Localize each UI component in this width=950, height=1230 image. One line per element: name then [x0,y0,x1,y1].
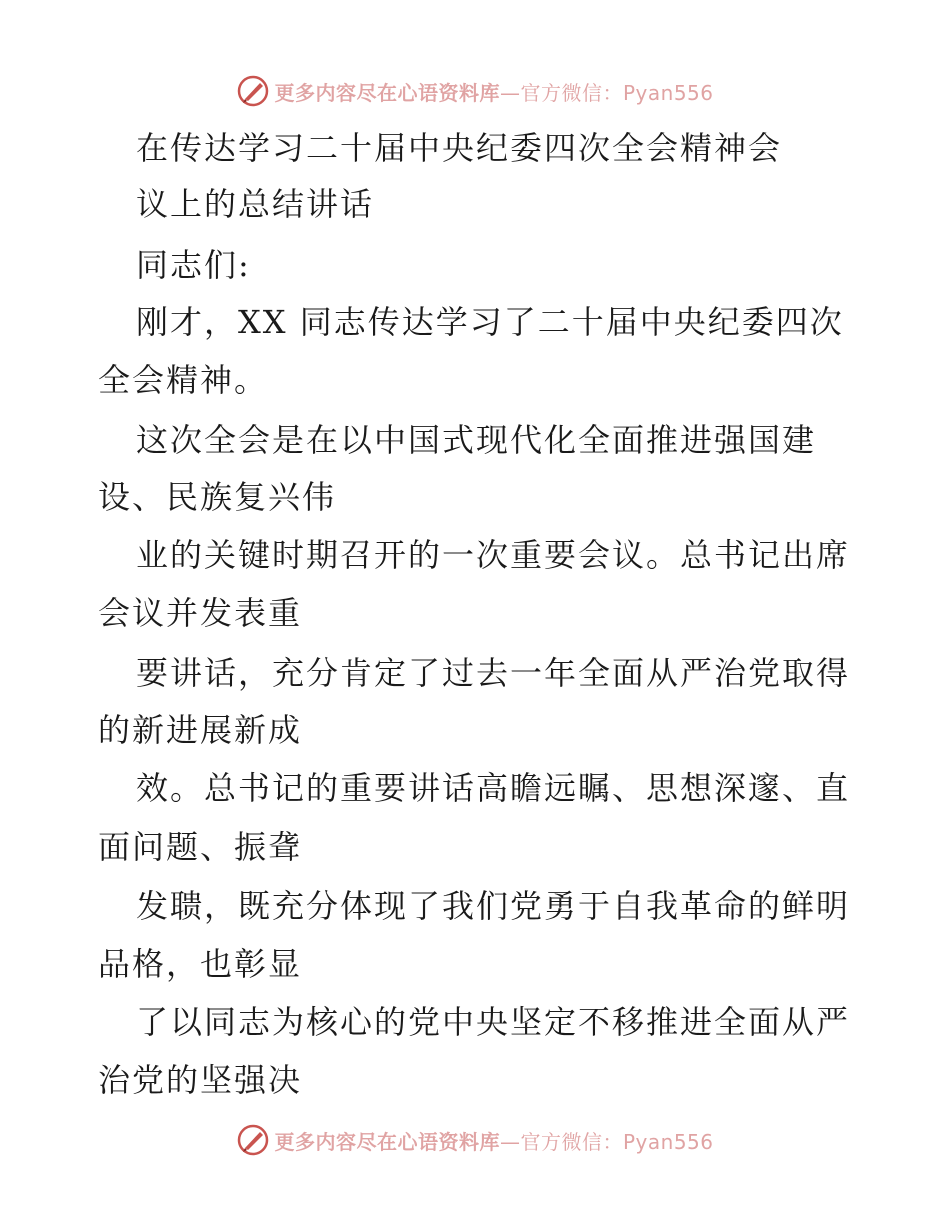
pen-quill-logo-icon [236,1123,270,1157]
watermark-text [274,77,713,106]
paragraph-line: 发聩，既充分体现了我们党勇于自我革命的鲜明 [136,887,851,925]
paragraph-line: 品格，也彰显 [98,945,303,983]
watermark-site-name: 更多内容尽在心语资料库 [274,80,500,105]
paragraph-line: 要讲话，充分肯定了过去一年全面从严治党取得 [136,654,851,692]
watermark-text [274,1126,713,1155]
title-line-1: 在传达学习二十届中央纪委四次全会精神会 [136,129,783,167]
paragraph-line: 业的关键时期召开的一次重要会议。总书记出席 [136,536,851,574]
paragraph-line: 设、民族复兴伟 [98,478,337,516]
paragraph-line: 面问题、振聋 [98,828,303,866]
salutation: 同志们: [136,246,251,284]
paragraph-line: 的新进展新成 [98,711,303,749]
paragraph-line: 治党的坚强决 [98,1061,303,1099]
watermark-wechat-id: Pyan556 [622,80,714,105]
watermark-dash: — [499,80,521,105]
paragraph-line: 了以同志为核心的党中央坚定不移推进全面从严 [136,1003,851,1041]
paragraph-line: 会议并发表重 [98,594,303,632]
watermark-banner-top [0,71,950,111]
paragraph-line: 刚才，XX 同志传达学习了二十届中央纪委四次 [136,303,844,341]
paragraph-line: 全会精神。 [98,361,269,399]
watermark-official-label: 官方微信： [520,1129,623,1154]
title-line-2: 议上的总结讲话 [136,185,375,223]
watermark-wechat-id: Pyan556 [622,1129,714,1154]
watermark-site-name: 更多内容尽在心语资料库 [274,1129,500,1154]
paragraph-line: 这次全会是在以中国式现代化全面推进强国建 [136,421,817,459]
watermark-dash: — [499,1129,521,1154]
watermark-official-label: 官方微信： [520,80,623,105]
paragraph-line: 效。总书记的重要讲话高瞻远瞩、思想深邃、直 [136,769,851,807]
watermark-banner-bottom [0,1120,950,1160]
pen-quill-logo-icon [236,74,270,108]
